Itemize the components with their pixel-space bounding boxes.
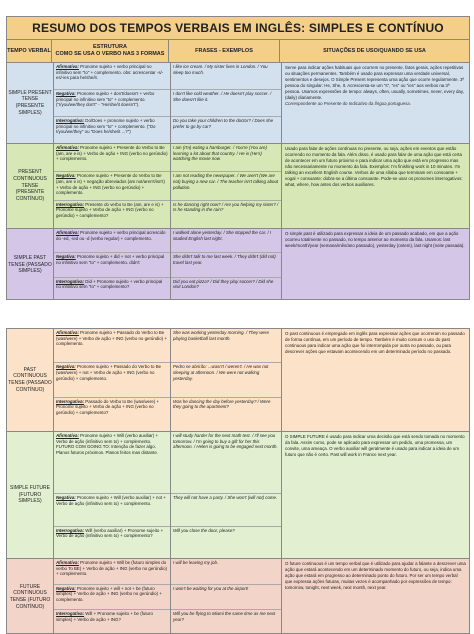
examples-cell: I will study harder for the next math test. / I'll see you tomorrow. / I'm going to buy a gift for her this afternoon. / Helen is going to be engaged next month. They will not have a party. / She won't (will not) come. Will you close the door, please? <box>171 432 282 558</box>
table-row-past-continuous <box>7 329 469 432</box>
table-row-future-continuous <box>7 559 469 634</box>
table-header <box>7 39 469 63</box>
header-estrutura: ESTRUTURA COMO SE USA O VERBO NAS 3 FORMAS <box>52 40 169 62</box>
structure-cell: Afirmativa: Pronome sujeito + verbo principal no infinitivo sem "to" + complemento. obs: acrescentar -s/-es/-ies para he/she/it. Negativa: Pronome sujeito + don't/doesn't + verbo principal no infinitivo sem "to" + complemento. ("I/you/we/they don't" - "He/she/it doesn't"). Interrogativa: Do/Does + pronome sujeito + verbo principal no infinitivo sem "to" + complemento. ("Do I/you/we/they" ou "Does he/she/it ...?") <box>54 63 171 143</box>
examples-cell: I like ice cream. / My sister lives in London. / You sleep too much. I don't like cold weather. / He doesn't play soccer. / She doesn't like it. Do you take your children to the doctor? / Does she prefer to go by car? <box>171 63 282 143</box>
use-cell: O simple past é utilizado para expressar a ideia de um passado acabado, em que a ação ocorreu totalmente no passado, no tempo anterior ao momento da fala. Usamos: last week/month/year (semana/mês/ano passado), yesterday (ontem), last night (noite passada). <box>285 231 465 248</box>
examples-cell: I will be leaving my job. I won't be waiting for you at the airport! Will you be flying to Miami the same time as me next year? <box>171 559 282 634</box>
examples-cell: She was working yesterday morning. / They were playing basketball last month. Pedro se abrirão: ...wasn't / weren't. / He was not sleeping at afternoon. / We were not walking yesterday. Was he dancing the day before yesterday? / Were they going to the apartment? <box>171 329 282 431</box>
use-cell: O future continuous é um tempo verbal que é utilizado para ajudar a falante a descrever uma ação que estará acontecendo em um determinado momento do futuro, ou seja, indica uma ação que estará em progresso ao determinado ponto do futuro. Por ser um tempo verbal que expressa ações futuras, muitas vezes é acompanhado por expressões de tempo: tomorrow, tonight, next week, next month, next year. <box>285 561 466 590</box>
tense-label: FUTURE CONTINUOUS TENSE (FUTURO CONTÍNUO) <box>7 559 54 634</box>
table-row-present-continuous <box>7 144 469 229</box>
summary-table-page-2 <box>6 328 470 634</box>
table-row-simple-future <box>7 432 469 559</box>
use-cell: Serve para indicar ações habituais que ocorrem no presente, fatos gerais, ações repetitivas ou situações permanentes. Também é usado para expressar uma verdade universal, sentimentos e desejos. O Simple Present representa uma ação que ocorre regularmente. 3ª pessoa do singular: He, She, It. Acrescenta-se um "s", "es" ou "ies" aos verbos na 3ª pessoa. Usamos expressões de tempo: always, often, usually, sometimes, never, every day, (daily) diariamente. Correspondente ao Presente do Indicativo da língua portuguesa. <box>285 65 465 106</box>
structure-cell: Afirmativa: Pronome sujeito + Will (verbo auxiliar) + Verbo de ação (infinitivo sem to) + complemento. FUTURO COM GOING TO: Intenção de fazer algo. Planos futuros próximos. Planos feitos mas distante. Negativa: Pronome sujeito + Will (verbo auxiliar) + not + Verbo de ação (infinitivo sem to) + complemento. Interrogativa: Will (verbo auxiliar) + Pronome sujeito + Verbo de ação (infinitivo sem to) + complemento? <box>54 432 171 558</box>
tense-label: PRESENT CONTINUOUS TENSE (PRESENTE CONTÍNUO) <box>7 144 54 228</box>
structure-cell: Afirmativa: Pronome sujeito + Passado do Verbo to Be (was/were) + Verbo de ação + ING (verbo no gerúndio) + complemento. Negativa: Pronome sujeito + Passado do Verbo to Be (was/were) + not + Verbo de ação + ING (verbo no gerúndio) + complemento. Interrogativa: Passado do Verbo to Be (was/were) + Pronome sujeito + Verbo de ação + ING (verbo no gerúndio) + complemento? <box>54 329 171 431</box>
structure-cell: Afirmativa: Pronome sujeito + Will be (futuro simples do verbo To BE) + Verbo de ação + ING (verbo no gerúndio) + complemento. Negativa: Pronome sujeito + will + not + be (futuro simples) + Verbo de ação + ING (verbo no gerúndio) + complemento. Interrogativa: Will + Pronome sujeito + be (futuro simples) + Verbo de ação + ING? <box>54 559 171 634</box>
tense-label: SIMPLE FUTURE (FUTURO SIMPLES) <box>7 432 54 558</box>
header-tempo: TEMPO VERBAL <box>7 40 52 62</box>
use-cell: O past continuous é empregado em inglês para expressar ações que ocorreram no passado de forma contínua, em um período de tempo. Também é muito comum o uso do past continuous para indicar uma ação que foi interrompida por outra no passado, ou para descrever ações que estavam acontecendo em um determinado período no passado. <box>285 331 465 354</box>
table-row-simple-past <box>7 229 469 300</box>
summary-table-page-1 <box>6 16 470 300</box>
examples-cell: I walked alone yesterday. / She stopped the car. / I studied English last night. She didn't talk to me last week. / They didn't (did not) travel last year. Did you eat pizza? / Did they play soccer? / Did she visit London? <box>171 229 282 300</box>
tense-label: SIMPLE PRESENT TENSE (PRESENTE SIMPLES) <box>7 63 54 143</box>
examples-cell: I am (I'm) eating a hamburger. / You're (You are) learning a lot about that country. / He is (He's) watching the movie now. I am not reading the newspaper. / We aren't (We are not) buying a new car. / The teacher isn't talking about pollution. Is he dancing right now? / Are you helping my sister? / Is he standing in the rain? <box>171 144 282 228</box>
table-row-simple-present <box>7 63 469 144</box>
tense-label: PAST CONTINUOUS TENSE (PASSADO CONTÍNUO) <box>7 329 54 431</box>
use-cell: Usado para falar de ações contínuas no presente, ou seja, ações em eventos que estão ocorrendo no momento da fala. Além disso, é usado para falar de uma ação que está certa de acontecer em um futuro próximo e para indicar uma ação que está em progresso mas não necessariamente no momento da fala. Exemplos: I'm finishing work in 10 minutes. I'm talking an excellent English course. Verbos de uma sílaba que terminam em consoante + vogal + consoante: dobra-se a última consoante. Pode-se usar os pronomes interrogativos: what, where, how antes dos verbos auxiliares. <box>285 146 463 187</box>
use-cell: O SIMPLE FUTURE é usado para indicar uma decisão que está sendo tomada no momento da fala. Assim como, pode se aplicado para expressar um pedido, uma promessa, um convite, uma ameaça. O verbo auxiliar will geralmente é usado para indicar a ideia de um futuro que não é certo. Past will work in France next year. <box>285 434 465 457</box>
structure-cell: Afirmativa: Pronome sujeito + verbo principal acrescido do -ed, -ied ou -d (verbo regular) + complemento. Negativa: Pronome sujeito + did + not + verbo principal no infinitivo sem "to" + complemento. didn't Interrogativa: Did + Pronome sujeito + verbo principal no infinitivo sem "to" + complemento? <box>54 229 171 300</box>
header-frases: FRASES - EXEMPLOS <box>169 40 280 62</box>
header-situacoes: SITUAÇÕES DE USO/QUANDO SE USA <box>323 47 426 54</box>
structure-cell: Afirmativa: Pronome sujeito + Presente do Verbo to Be (am, are e is) + Verbo de ação + ING (verbo no gerúndio) + complemento. Negativa: Pronome sujeito + Presente do Verbo to Be (am, are e is) + negação abreviados (am not/aren't/isn't) + Verbo de ação + ING (verbo no gerúndio) + complemento. Interrogativa: Presente do verbo to Be (am, are e is) + Pronome sujeito + Verbo de ação + ING (verbo no gerúndio) + complemento? <box>54 144 171 228</box>
tense-label: SIMPLE PAST TENSE (PASSADO SIMPLES) <box>7 229 54 300</box>
document-title: RESUMO DOS TEMPOS VERBAIS EM INGLÊS: SIMPLES E CONTÍNUO <box>7 17 469 39</box>
